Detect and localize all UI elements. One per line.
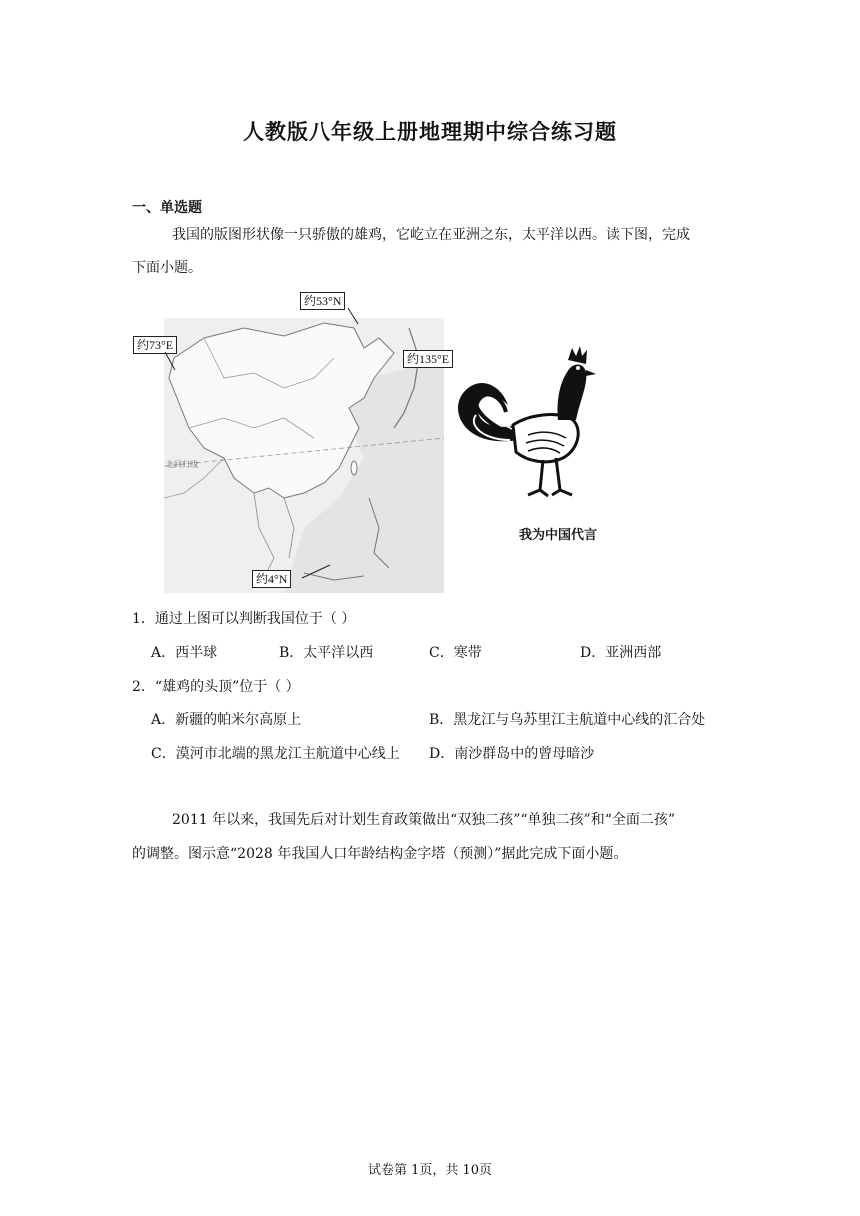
callout-north-pointer — [330, 306, 370, 326]
callout-south: 约4°N — [252, 570, 291, 588]
question-2-stem: 2．“雄鸡的头顶”位于（ ） — [132, 679, 300, 695]
intro-line-2: 下面小题。 — [132, 260, 202, 276]
callout-west: 约73°E — [133, 336, 177, 354]
question-1-option-c: C．寒带 — [429, 645, 482, 661]
intro-line-1: 我国的版图形状像一只骄傲的雄鸡，它屹立在亚洲之东，太平洋以西。读下图，完成 — [172, 227, 690, 243]
question-1-option-d: D．亚洲西部 — [580, 645, 662, 661]
question-2-option-b: B．黑龙江与乌苏里江主航道中心线的汇合处 — [429, 712, 706, 728]
intro2-line-2: 的调整。图示意“2028 年我国人口年龄结构金字塔（预测）”据此完成下面小题。 — [132, 846, 628, 862]
question-1-stem: 1．通过上图可以判断我国位于（ ） — [132, 611, 356, 627]
china-map — [164, 318, 444, 593]
callout-east: 约135°E — [403, 350, 453, 368]
question-1-option-a: A．西半球 — [151, 645, 218, 661]
tropic-label: 北回归线 — [166, 460, 198, 469]
map-drawing — [164, 318, 444, 593]
page-title: 人教版八年级上册地理期中综合练习题 — [243, 119, 617, 144]
section-heading: 一、单选题 — [132, 200, 202, 216]
callout-west-pointer — [160, 350, 190, 375]
rooster-illustration — [448, 340, 618, 510]
rooster-caption: 我为中国代言 — [519, 528, 598, 543]
question-1-option-b: B．太平洋以西 — [279, 645, 374, 661]
callout-south-pointer — [300, 560, 340, 585]
intro2-line-1: 2011 年以来，我国先后对计划生育政策做出“双独二孩”“单独二孩”和“全面二孩” — [172, 812, 676, 828]
page-footer: 试卷第 1页，共 10页 — [367, 1163, 493, 1178]
callout-north: 约53°N — [300, 292, 345, 310]
question-2-option-d: D．南沙群岛中的曾母暗沙 — [429, 746, 595, 762]
question-2-option-a: A．新疆的帕米尔高原上 — [151, 712, 302, 728]
question-2-option-c: C．漠河市北端的黑龙江主航道中心线上 — [151, 746, 400, 762]
